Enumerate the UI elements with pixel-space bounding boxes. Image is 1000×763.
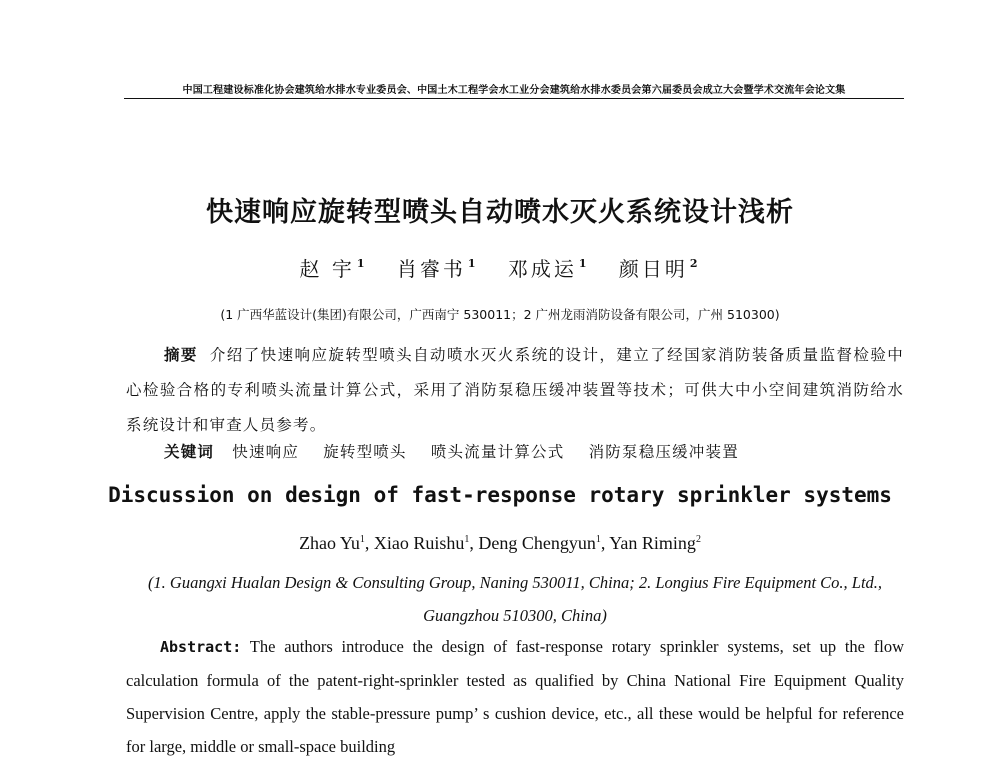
affiliation-cn: (1 广西华蓝设计(集团)有限公司，广西南宁 530011；2 广州龙雨消防设备有限公司，广州 510300) [220, 307, 780, 322]
affiliation-mark: 2 [695, 534, 701, 545]
affiliation-mark: 1 [464, 534, 470, 545]
abstract-cn-label: 摘要 [164, 346, 198, 364]
paper-title-cn: 快速响应旋转型喷头自动喷水灭火系统设计浅析 [206, 197, 794, 228]
keywords-cn-label: 关键词 [164, 443, 215, 461]
affiliation-mark: 1 [467, 257, 479, 270]
abstract-cn-text: 介绍了快速响应旋转型喷头自动喷水灭火系统的设计，建立了经国家消防装备质量监督检验中心检验合格的专利喷头流量计算公式，采用了消防泵稳压缓冲装置等技术；可供大中小空间建筑消防给水系统设计和审查人员参考。 [126, 346, 904, 434]
abstract-en-label: Abstract: [160, 638, 242, 656]
author-list-en: Zhao Yu$^1$, Xiao Ruishu$^1$, Deng Chengyun$^1$, Yan Riming$^2$ [299, 533, 701, 553]
author-name: 赵 宇 [299, 257, 355, 281]
author-name: 邓成运 [507, 257, 577, 281]
paper-title-en: Discussion on design of fast-response rotary sprinkler systems [108, 483, 892, 507]
keyword: 消防泵稳压缓冲装置 [588, 443, 739, 461]
author-cn [619, 257, 701, 281]
keywords-cn [126, 441, 904, 463]
affiliation-mark: 2 [689, 257, 701, 270]
affiliation-mark: 1 [578, 257, 590, 270]
abstract-en-text: The authors introduce the design of fast-response rotary sprinkler systems, set up the flow calculation formula of the patent-right-sprinkler tested as qualified by China National Fire Equipment Quality Supervision Centre, apply the stable-pressure pump’ s cushion device, etc., all these would be helpful for reference for large, middle or small-space building [126, 637, 905, 756]
keyword: 喷头流量计算公式 [430, 443, 565, 461]
author-name: 肖睿书 [396, 257, 466, 281]
author-name: Zhao Yu [299, 533, 360, 553]
author-name: Xiao Ruishu [373, 533, 465, 553]
abstract-cn [126, 338, 904, 443]
author-cn [299, 257, 367, 281]
author-list-cn [0, 253, 1000, 282]
author-cn [508, 257, 590, 281]
author-cn [397, 257, 479, 281]
affiliation-mark: 1 [359, 534, 365, 545]
running-header: 中国工程建设标准化协会建筑给水排水专业委员会、中国土木工程学会水工业分会建筑给水排水委员会第六届委员会成立大会暨学术交流年会论文集 [182, 85, 846, 96]
author-name: Deng Chengyun [478, 533, 596, 553]
author-name: Yan Riming [609, 533, 696, 553]
author-name: 颜日明 [618, 257, 688, 281]
header-rule [124, 98, 904, 99]
keyword: 旋转型喷头 [323, 443, 407, 461]
affiliation-mark: 1 [595, 534, 601, 545]
abstract-en [126, 630, 904, 763]
affiliation-mark: 1 [356, 257, 368, 270]
affiliation-en: (1. Guangxi Hualan Design & Consulting Group, Naning 530011, China; 2. Longius Fire Equipment Co., Ltd., Guangzhou 510300, China) [147, 573, 883, 625]
keyword: 快速响应 [232, 443, 300, 461]
